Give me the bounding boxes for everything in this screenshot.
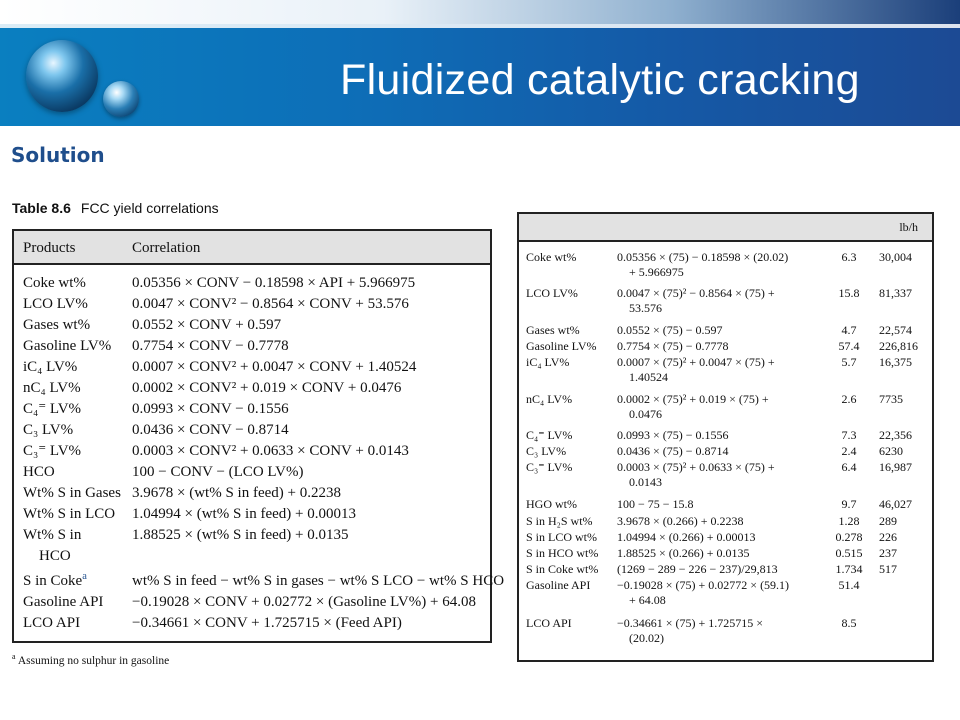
formula-cell xyxy=(617,616,822,645)
formula-line: 0.0047 × (75)² − 0.8564 × (75) + xyxy=(617,286,775,300)
product-cell: LCO API xyxy=(526,616,572,630)
formula-cell xyxy=(617,497,822,512)
product-cell: Coke wt% xyxy=(23,275,86,291)
sphere-logo-icon xyxy=(26,40,98,112)
formula-cell xyxy=(617,323,822,338)
value-cell: 6.4 xyxy=(841,460,857,474)
formula-cell xyxy=(617,562,822,577)
lbh-cell: 22,574 xyxy=(879,323,912,337)
formula-line: 1.88525 × (0.266) + 0.0135 xyxy=(617,546,750,560)
formula-line: 0.05356 × (75) − 0.18598 × (20.02) xyxy=(617,250,789,264)
formula-line: 0.0002 × (75)² + 0.019 × (75) + xyxy=(617,392,769,406)
value-cell: 5.7 xyxy=(841,355,857,369)
product-cell: C₄⁼ LV% xyxy=(23,401,82,417)
formula-line: 0.0007 × (75)² + 0.0047 × (75) + xyxy=(617,355,775,369)
product-cell: S in HCO wt% xyxy=(526,546,599,560)
formula-line: −0.19028 × (75) + 0.02772 × (59.1) xyxy=(617,578,790,592)
formula-line: 0.0993 × (75) − 0.1556 xyxy=(617,428,729,442)
formula-line: 1.40524 xyxy=(629,369,668,384)
value-cell: 1.28 xyxy=(838,514,860,528)
correlation-cell: 0.0047 × CONV² − 0.8564 × CONV + 53.576 xyxy=(132,296,409,312)
lbh-cell: 6230 xyxy=(879,444,903,458)
product-cell: LCO API xyxy=(23,615,81,631)
footnote-ref: a xyxy=(82,571,87,582)
formula-cell xyxy=(617,546,822,561)
correlation-cell: −0.19028 × CONV + 0.02772 × (Gasoline LV%) + 64.08 xyxy=(132,594,476,610)
formula-line: 0.0436 × (75) − 0.8714 xyxy=(617,444,729,458)
value-cell: 15.8 xyxy=(838,286,860,300)
lbh-cell: 81,337 xyxy=(879,286,912,300)
value-cell: 2.6 xyxy=(841,392,857,406)
correlation-cell: 0.0007 × CONV² + 0.0047 × CONV + 1.40524 xyxy=(132,359,417,375)
formula-line: 53.576 xyxy=(629,300,662,315)
solution-heading: Solution xyxy=(11,143,105,167)
product-cell: S in H₂S wt% xyxy=(526,514,593,528)
table1-header xyxy=(14,231,490,265)
product-cell: Gasoline LV% xyxy=(23,338,112,354)
formula-cell xyxy=(617,578,822,607)
correlation-cell: 0.0552 × CONV + 0.597 xyxy=(132,317,282,333)
value-cell: 7.3 xyxy=(841,428,857,442)
value-cell: 1.734 xyxy=(835,562,863,576)
formula-line: −0.34661 × (75) + 1.725715 × xyxy=(617,616,764,630)
value-cell: 2.4 xyxy=(841,444,857,458)
value-cell: 4.7 xyxy=(841,323,857,337)
product-cell: S in Coke wt% xyxy=(526,562,599,576)
table1-number: Table 8.6 xyxy=(12,200,71,216)
header-banner xyxy=(0,0,960,132)
small-sphere-icon xyxy=(103,81,139,117)
value-cell: 0.515 xyxy=(835,546,863,560)
product-cell: Gasoline LV% xyxy=(526,339,597,353)
product-cell-line2: HCO xyxy=(39,548,71,564)
product-cell: Gasoline API xyxy=(23,594,104,610)
correlation-cell: 0.0993 × CONV − 0.1556 xyxy=(132,401,289,417)
slide-title: Fluidized catalytic cracking xyxy=(340,56,860,104)
value-cell: 0.278 xyxy=(835,530,863,544)
product-cell: S in Coke$^a$ xyxy=(23,571,87,589)
banner-top-bar xyxy=(0,0,960,24)
formula-cell xyxy=(617,460,822,489)
correlation-cell: 0.7754 × CONV − 0.7778 xyxy=(132,338,289,354)
formula-line: (20.02) xyxy=(629,630,664,645)
computed-yields-table xyxy=(517,212,934,662)
table1-title: FCC yield correlations xyxy=(80,200,219,216)
footnote-marker: a xyxy=(12,652,16,662)
lbh-cell: 22,356 xyxy=(879,428,912,442)
table1-footnote xyxy=(12,652,170,667)
table1-caption xyxy=(12,200,219,216)
formula-cell xyxy=(617,530,822,545)
product-cell: C₃⁼ LV% xyxy=(526,460,573,474)
correlation-cell: 1.88525 × (wt% S in feed) + 0.0135 xyxy=(132,527,349,543)
product-cell: nC₄ LV% xyxy=(526,392,573,406)
lbh-column-header: lb/h xyxy=(899,220,918,234)
product-cell: nC₄ LV% xyxy=(23,380,81,396)
lbh-cell: 16,375 xyxy=(879,355,912,369)
banner-divider xyxy=(0,24,960,28)
lbh-cell: 226 xyxy=(879,530,897,544)
product-cell: Gases wt% xyxy=(526,323,580,337)
formula-cell xyxy=(617,250,822,279)
banner-bottom-line xyxy=(0,126,960,132)
product-cell: S in LCO wt% xyxy=(526,530,598,544)
formula-line: 0.0143 xyxy=(629,474,662,489)
correlation-cell: 0.0002 × CONV² + 0.019 × CONV + 0.0476 xyxy=(132,380,402,396)
value-cell: 8.5 xyxy=(841,616,857,630)
correlation-cell: 0.05356 × CONV − 0.18598 × API + 5.966975 xyxy=(132,275,416,291)
table2-header xyxy=(519,214,932,242)
correlation-cell: wt% S in feed − wt% S in gases − wt% S LCO − wt% S HCO xyxy=(132,573,505,589)
product-cell: Coke wt% xyxy=(526,250,577,264)
formula-cell xyxy=(617,444,822,459)
product-cell: iC₄ LV% xyxy=(23,359,78,375)
product-cell: C₄⁼ LV% xyxy=(526,428,573,442)
product-cell: Gasoline API xyxy=(526,578,591,592)
product-cell: C₃⁼ LV% xyxy=(23,443,82,459)
footnote-text: Assuming no sulphur in gasoline xyxy=(17,655,170,667)
formula-cell xyxy=(617,286,822,315)
product-cell: HCO xyxy=(23,464,55,480)
correlation-cell: 0.0003 × CONV² + 0.0633 × CONV + 0.0143 xyxy=(132,443,409,459)
value-cell: 57.4 xyxy=(838,339,860,353)
lbh-cell: 46,027 xyxy=(879,497,912,511)
formula-cell xyxy=(617,392,822,421)
formula-line: (1269 − 289 − 226 − 237)/29,813 xyxy=(617,562,778,576)
product-cell: Gases wt% xyxy=(23,317,91,333)
products-column-header: Products xyxy=(23,240,76,256)
product-cell: LCO LV% xyxy=(526,286,578,300)
value-cell: 51.4 xyxy=(838,578,860,592)
correlation-cell: −0.34661 × CONV + 1.725715 × (Feed API) xyxy=(132,615,402,631)
lbh-cell: 7735 xyxy=(879,392,903,406)
product-cell: Wt% S in HCO xyxy=(23,527,82,564)
product-cell: Wt% S in Gases xyxy=(23,485,121,501)
lbh-cell: 30,004 xyxy=(879,250,912,264)
correlation-cell: 1.04994 × (wt% S in feed) + 0.00013 xyxy=(132,506,356,522)
product-cell: Wt% S in LCO xyxy=(23,506,116,522)
product-cell: C₃ LV% xyxy=(526,444,567,458)
formula-cell xyxy=(617,514,822,529)
product-cell: LCO LV% xyxy=(23,296,88,312)
formula-line: 0.7754 × (75) − 0.7778 xyxy=(617,339,729,353)
formula-line: 1.04994 × (0.266) + 0.00013 xyxy=(617,530,756,544)
formula-line: + 64.08 xyxy=(629,592,666,607)
formula-line: + 5.966975 xyxy=(629,264,684,279)
formula-cell xyxy=(617,428,822,443)
correlation-column-header: Correlation xyxy=(132,240,201,256)
lbh-cell: 16,987 xyxy=(879,460,912,474)
lbh-cell: 237 xyxy=(879,546,897,560)
value-cell: 6.3 xyxy=(841,250,857,264)
lbh-cell: 517 xyxy=(879,562,897,576)
correlation-cell: 3.9678 × (wt% S in feed) + 0.2238 xyxy=(132,485,341,501)
formula-line: 3.9678 × (0.266) + 0.2238 xyxy=(617,514,744,528)
formula-line: 0.0003 × (75)² + 0.0633 × (75) + xyxy=(617,460,775,474)
value-cell: 9.7 xyxy=(841,497,857,511)
formula-cell xyxy=(617,339,822,354)
formula-line: 0.0552 × (75) − 0.597 xyxy=(617,323,723,337)
correlation-cell: 100 − CONV − (LCO LV%) xyxy=(132,464,304,480)
formula-cell xyxy=(617,355,822,384)
product-cell: HGO wt% xyxy=(526,497,577,511)
lbh-cell: 289 xyxy=(879,514,897,528)
product-cell: iC₄ LV% xyxy=(526,355,570,369)
lbh-cell: 226,816 xyxy=(879,339,918,353)
formula-line: 100 − 75 − 15.8 xyxy=(617,497,694,511)
yield-correlations-table xyxy=(12,229,505,643)
correlation-cell: 0.0436 × CONV − 0.8714 xyxy=(132,422,289,438)
product-cell: C₃ LV% xyxy=(23,422,74,438)
formula-line: 0.0476 xyxy=(629,406,662,421)
